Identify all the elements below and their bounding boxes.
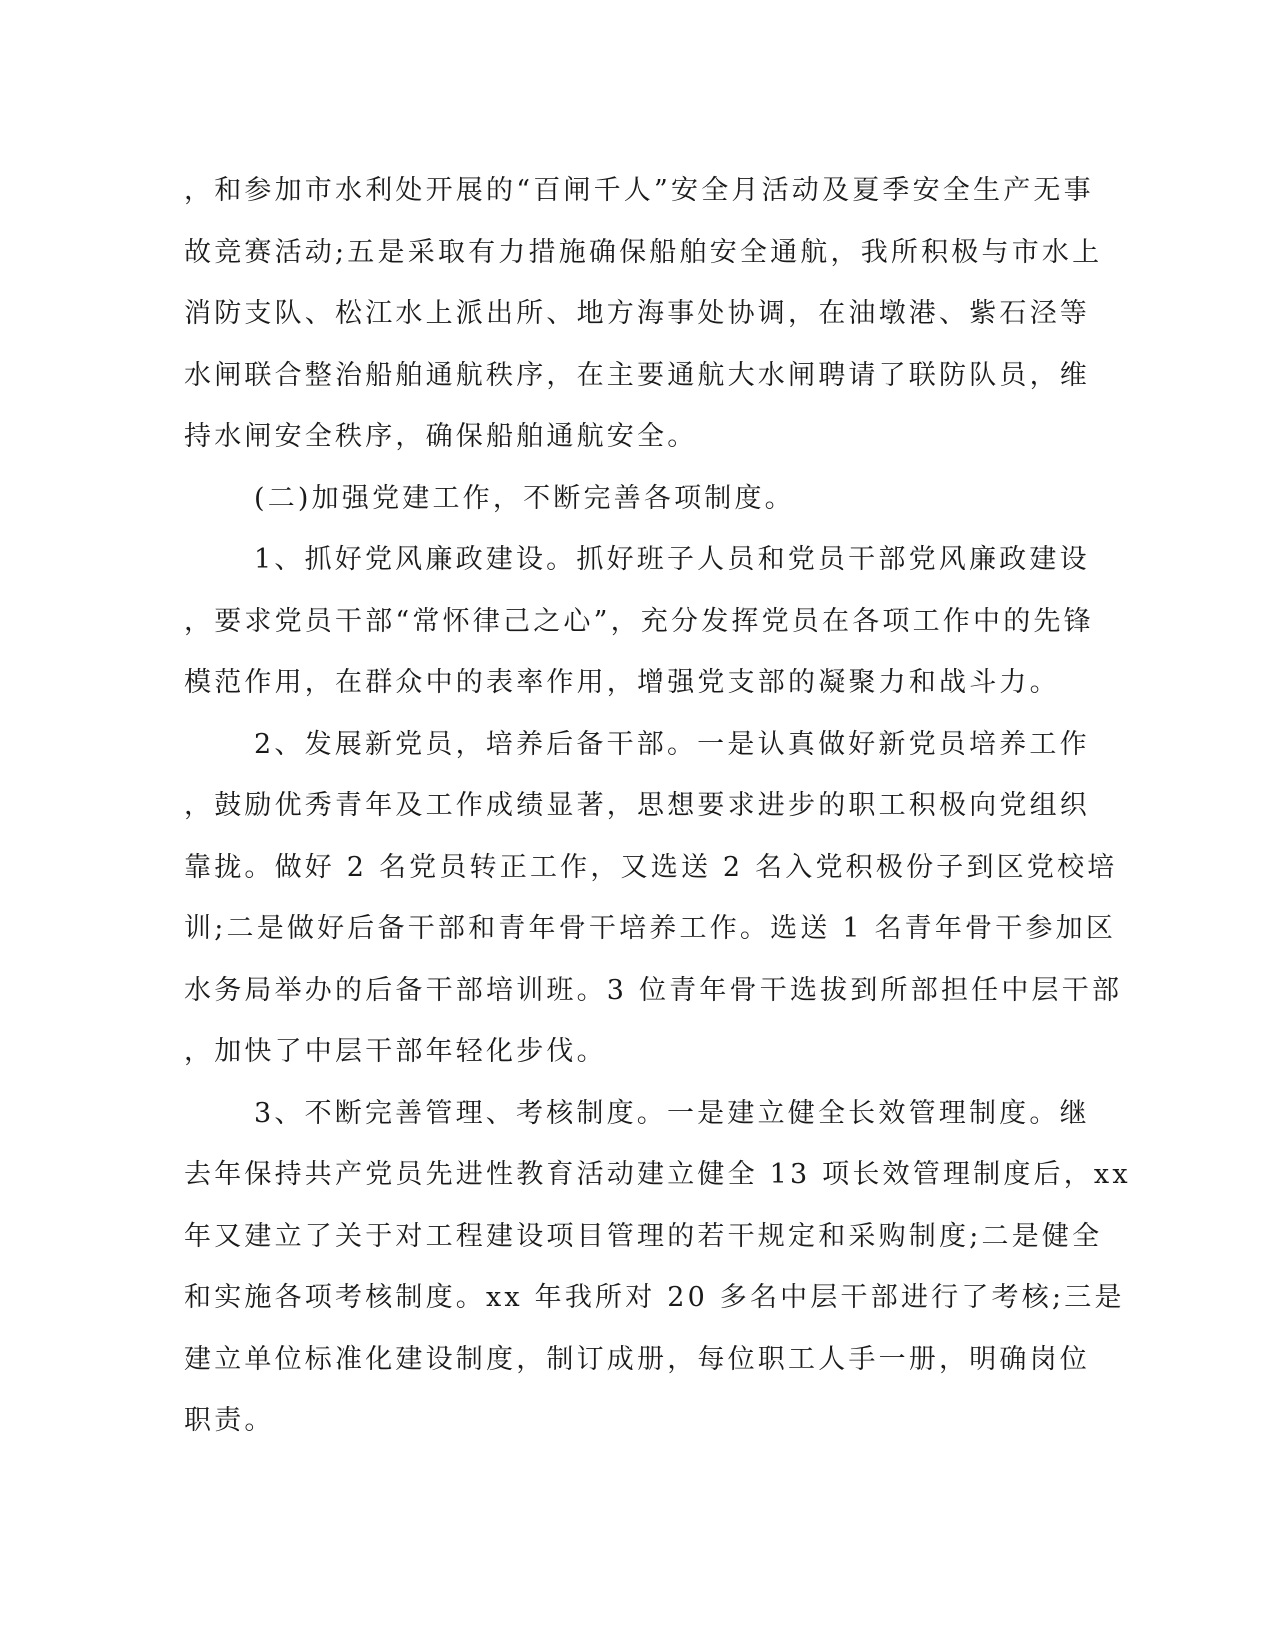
text-line: 模范作用，在群众中的表率作用，增强党支部的凝聚力和战斗力。 [184, 667, 1060, 698]
text-line: 职责。 [184, 1405, 275, 1436]
text-line: 年又建立了关于对工程建设项目管理的若干规定和采购制度;二是健全 [184, 1220, 1103, 1252]
text-line: ，加快了中层干部年轻化步伐。 [184, 1036, 607, 1067]
text-line: 水务局举办的后备干部培训班。3 位青年骨干选拔到所部担任中层干部 [184, 974, 1123, 1006]
text-line: 消防支队、松江水上派出所、地方海事处协调，在油墩港、紫石泾等 [184, 298, 1090, 329]
text-line: 靠拢。做好 2 名党员转正工作，又选送 2 名入党积极份子到区党校培 [184, 851, 1118, 883]
section-heading: (二)加强党建工作，不断完善各项制度。 [254, 482, 795, 514]
text-line: 2、发展新党员，培养后备干部。一是认真做好新党员培养工作 [254, 728, 1090, 760]
body-text [184, 160, 1131, 1452]
text-line: ，鼓励优秀青年及工作成绩显著，思想要求进步的职工积极向党组织 [184, 790, 1090, 821]
text-line: 去年保持共产党员先进性教育活动建立健全 13 项长效管理制度后，xx [184, 1159, 1131, 1190]
text-line: 1、抓好党风廉政建设。抓好班子人员和党员干部党风廉政建设 [254, 544, 1090, 575]
text-line: 3、不断完善管理、考核制度。一是建立健全长效管理制度。继 [254, 1097, 1090, 1129]
text-line: 建立单位标准化建设制度，制订成册，每位职工人手一册，明确岗位 [184, 1343, 1090, 1375]
text-line: ，和参加市水利处开展的“百闸千人”安全月活动及夏季安全生产无事 [184, 175, 1094, 206]
text-line: 水闸联合整治船舶通航秩序，在主要通航大水闸聘请了联防队员，维 [184, 359, 1090, 391]
text-line: ，要求党员干部“常怀律己之心”，充分发挥党员在各项工作中的先锋 [184, 605, 1094, 637]
text-line: 故竞赛活动;五是采取有力措施确保船舶安全通航，我所积极与市水上 [184, 236, 1103, 268]
text-line: 训;二是做好后备干部和青年骨干培养工作。选送 1 名青年骨干参加区 [184, 913, 1117, 944]
text-line: 和实施各项考核制度。xx 年我所对 20 多名中层干部进行了考核;三是 [184, 1282, 1125, 1313]
text-line: 持水闸安全秩序，确保船舶通航安全。 [184, 421, 698, 452]
